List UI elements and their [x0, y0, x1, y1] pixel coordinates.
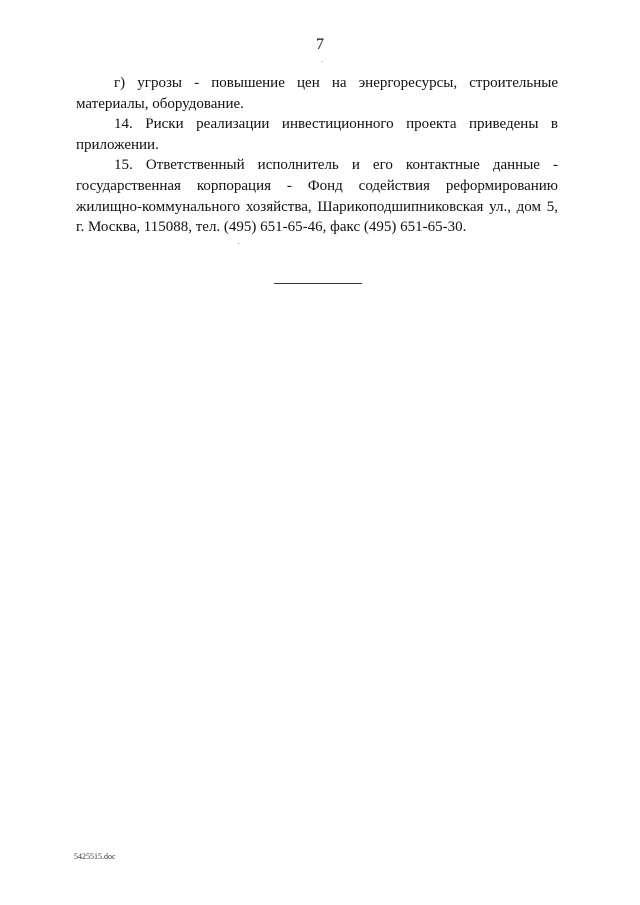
- document-body: [76, 73, 558, 238]
- paragraph-threats: г) угрозы - повышение цен на энергоресурсы, строительные материалы, оборудование.: [76, 75, 558, 112]
- paragraph-responsible-executor: 15. Ответственный исполнитель и его контактные данные - государственная корпорация - Фонд содействия реформированию жилищно-коммунального хозяйства, Шарикоподшипниковская ул., дом 5, г. Москва, 115088, тел. (495) 651-65-46, факс (495) 651-65-30.: [76, 157, 558, 236]
- page-number: 7: [316, 36, 324, 53]
- scan-speck: [238, 243, 239, 244]
- end-divider: [274, 283, 362, 284]
- footer-filename: 5425515.doc: [74, 852, 116, 861]
- scan-speck: [322, 61, 323, 62]
- paragraph-risks: 14. Риски реализации инвестиционного проекта приведены в приложении.: [76, 116, 558, 153]
